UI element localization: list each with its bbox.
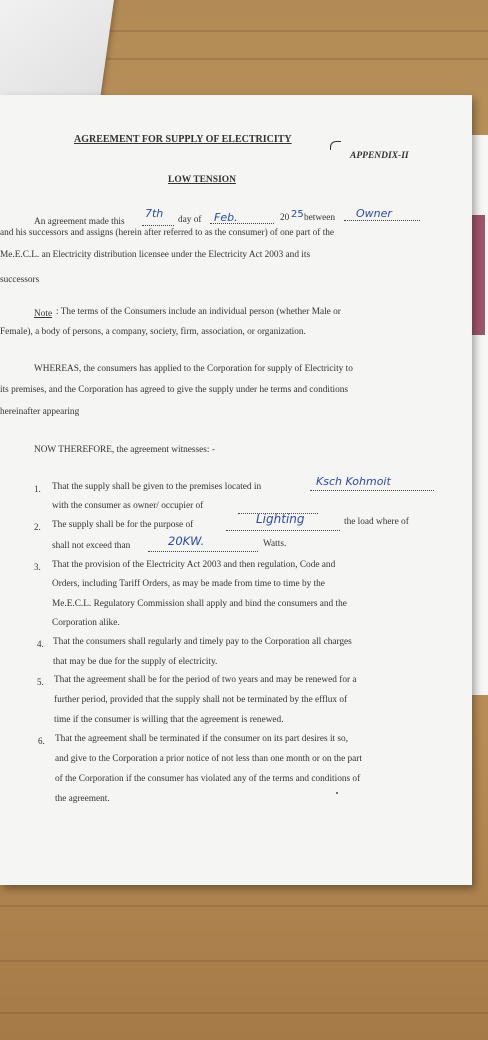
agreement-page <box>0 95 472 885</box>
intro-line-1b: day of <box>178 215 202 225</box>
now-therefore: NOW THEREFORE, the agreement witnesses: - <box>34 445 215 455</box>
note-line-2: Female), a body of persons, a company, society, firm, association, or organization. <box>0 327 306 337</box>
clause-1-number: 1. <box>34 484 41 494</box>
intro-line-4: successors <box>0 275 40 285</box>
clause-6-line-1: That the agreement shall be terminated if the consumer on its part desires it so, <box>55 734 349 744</box>
note-line-1: : The terms of the Consumers include an individual person (whether Male or <box>56 307 341 317</box>
clause-2-line-1b: the load where of <box>344 517 409 527</box>
handwritten-day: 7th <box>145 207 164 220</box>
note-label: Note <box>34 309 53 319</box>
clause-3-line-2: Orders, including Tariff Orders, as may be made from time to time by the <box>52 579 325 589</box>
document-subtitle: LOW TENSION <box>168 175 237 185</box>
clause-5-line-1: That the agreement shall be for the period of two years and may be renewed for a <box>54 675 357 685</box>
year-prefix: 20 <box>280 213 290 223</box>
clause-2-watts: Watts. <box>263 539 287 549</box>
whereas-line-3: hereinafter appearing <box>0 407 80 417</box>
intro-line-3: Me.E.C.L. an Electricity distribution licensee under the Electricity Act 2003 and its <box>0 250 311 260</box>
handwritten-location: Ksch Kohmoit <box>316 475 391 488</box>
intro-line-1a: An agreement made this <box>34 217 125 227</box>
clause-6-number: 6. <box>38 736 45 746</box>
clause-4-line-2: that may be due for the supply of electricity. <box>53 657 218 667</box>
clause-1-line-1: That the supply shall be given to the premises located in <box>52 482 262 492</box>
clause-4-number: 4. <box>37 639 44 649</box>
handwritten-between: Owner <box>356 207 392 220</box>
intro-line-2: and his successors and assigns (herein after referred to as the consumer) of one part of the <box>0 228 335 238</box>
whereas-line-1: WHEREAS, the consumers has applied to the Corporation for supply of Electricity to <box>34 364 353 374</box>
clause-5-number: 5. <box>37 677 44 687</box>
pen-tick-mark <box>330 141 341 150</box>
appendix-label: APPENDIX-II <box>350 151 409 161</box>
clause-1-line-2: with the consumer as owner/ occupier of <box>52 501 204 511</box>
clause-2-line-2: shall not exceed than <box>52 541 131 551</box>
handwritten-purpose: Lighting <box>256 512 305 526</box>
clause-4-line-1: That the consumers shall regularly and timely pay to the Corporation all charges <box>53 637 352 647</box>
document-title: AGREEMENT FOR SUPPLY OF ELECTRICITY <box>74 134 292 145</box>
handwritten-month: Feb. <box>214 211 238 224</box>
clause-2-number: 2. <box>34 522 41 532</box>
clause-5-line-3: time if the consumer is willing that the agreement is renewed. <box>54 715 284 725</box>
clause-5-line-2: further period, provided that the supply shall not be terminated by the efflux of <box>54 695 348 705</box>
intro-line-1c: between <box>304 213 335 223</box>
clause-3-line-1: That the provision of the Electricity Act 2003 and then regulation, Code and <box>52 560 336 570</box>
handwritten-year: 25 <box>291 209 304 220</box>
clause-3-number: 3. <box>34 562 41 572</box>
clause-6-line-2: and give to the Corporation a prior notice of not less than one month or on the part <box>55 754 362 764</box>
clause-6-line-4: the agreement. <box>55 794 110 804</box>
clause-6-line-3: of the Corporation if the consumer has violated any of the terms and conditions of <box>55 774 361 784</box>
clause-3-line-3: Me.E.C.L. Regulatory Commission shall apply and bind the consumers and the <box>52 599 347 609</box>
clause-2-line-1: The supply shall be for the purpose of <box>52 520 194 530</box>
whereas-line-2: its premises, and the Corporation has agreed to give the supply under he terms and conditions <box>0 385 349 395</box>
handwritten-load: 20KW. <box>168 534 205 548</box>
stray-dot <box>336 792 338 794</box>
clause-3-line-4: Corporation alike. <box>52 618 120 628</box>
